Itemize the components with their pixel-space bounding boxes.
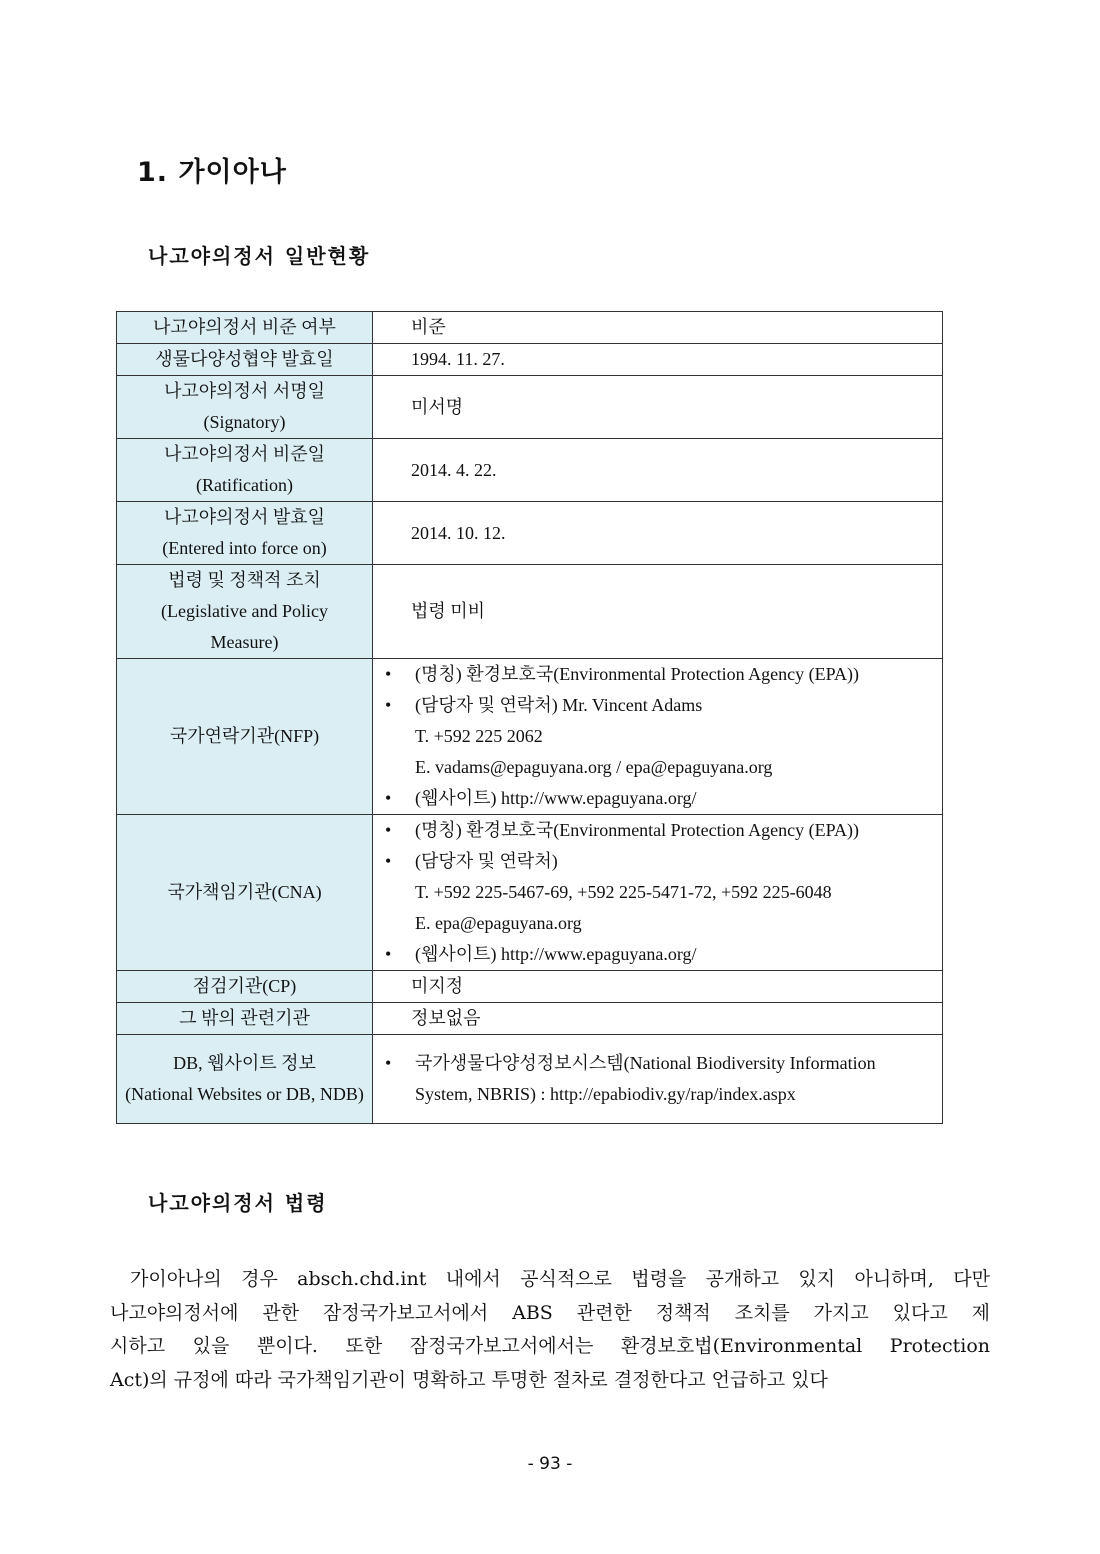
list-item: • (웹사이트) http://www.epaguyana.org/ bbox=[385, 939, 942, 970]
row-value: 비준 bbox=[373, 312, 943, 344]
table-row bbox=[117, 565, 943, 659]
row-label bbox=[117, 1035, 373, 1124]
row-label: 그 밖의 관련기관 bbox=[117, 1003, 373, 1035]
label-line: DB, 웹사이트 정보 bbox=[173, 1053, 316, 1073]
row-label bbox=[117, 502, 373, 565]
body-paragraph bbox=[110, 1263, 990, 1397]
status-table bbox=[116, 311, 943, 1124]
paragraph-line: Act)의 규정에 따라 국가책임기관이 명확하고 투명한 절차로 결정한다고 언급하고 있다 bbox=[110, 1368, 828, 1391]
row-value bbox=[373, 815, 943, 971]
table-row bbox=[117, 344, 943, 376]
label-line: 나고야의정서 발효일 bbox=[164, 507, 325, 527]
list-item: T. +592 225 2062 bbox=[415, 726, 543, 746]
row-label: 국가책임기관(CNA) bbox=[117, 815, 373, 971]
row-value: 미지정 bbox=[373, 971, 943, 1003]
row-value: 2014. 10. 12. bbox=[373, 502, 943, 565]
label-line: 나고야의정서 비준일 bbox=[164, 444, 325, 464]
label-line: (Signatory) bbox=[203, 412, 286, 432]
table-row bbox=[117, 502, 943, 565]
subheading-general-status: 나고야의정서 일반현황 bbox=[148, 244, 371, 268]
paragraph-line: 나고야의정서에 관한 잠정국가보고서에서 ABS 관련한 정책적 조치를 가지고 있다고 제 bbox=[110, 1301, 990, 1324]
label-line: 법령 및 정책적 조치 bbox=[168, 570, 321, 590]
label-line: 나고야의정서 서명일 bbox=[164, 381, 325, 401]
list-item: T. +592 225-5467-69, +592 225-5471-72, +592 225-6048 bbox=[415, 882, 832, 902]
label-line: Measure) bbox=[210, 632, 279, 652]
row-label: 국가연락기관(NFP) bbox=[117, 659, 373, 815]
row-value bbox=[373, 1035, 943, 1124]
paragraph-line: 시하고 있을 뿐이다. 또한 잠정국가보고서에서는 환경보호법(Environmental Protection bbox=[110, 1335, 990, 1357]
row-value: 1994. 11. 27. bbox=[373, 344, 943, 376]
list-item: System, NBRIS) : http://epabiodiv.gy/rap/index.aspx bbox=[415, 1084, 796, 1104]
list-item: • (담당자 및 연락처) bbox=[385, 846, 942, 877]
row-value: 법령 미비 bbox=[373, 565, 943, 659]
list-item: • 국가생물다양성정보시스템(National Biodiversity Information bbox=[385, 1048, 942, 1079]
row-label bbox=[117, 439, 373, 502]
nfp-list bbox=[411, 659, 942, 814]
table-row bbox=[117, 376, 943, 439]
cna-list bbox=[411, 815, 942, 970]
list-item: • (명칭) 환경보호국(Environmental Protection Agency (EPA)) bbox=[385, 659, 942, 690]
table-row bbox=[117, 1003, 943, 1035]
list-item: • (명칭) 환경보호국(Environmental Protection Agency (EPA)) bbox=[385, 815, 942, 846]
table-row bbox=[117, 439, 943, 502]
table-row bbox=[117, 659, 943, 815]
section-title: 1. 가이아나 bbox=[137, 157, 287, 188]
row-label: 점검기관(CP) bbox=[117, 971, 373, 1003]
row-label bbox=[117, 565, 373, 659]
table-row bbox=[117, 312, 943, 344]
list-item: E. vadams@epaguyana.org / epa@epaguyana.org bbox=[415, 757, 773, 777]
row-label: 생물다양성협약 발효일 bbox=[117, 344, 373, 376]
paragraph-line: 가이아나의 경우 absch.chd.int 내에서 공식적으로 법령을 공개하고 있지 아니하며, 다만 bbox=[130, 1268, 990, 1290]
row-value: 2014. 4. 22. bbox=[373, 439, 943, 502]
db-list bbox=[411, 1048, 942, 1110]
table-row bbox=[117, 815, 943, 971]
row-label bbox=[117, 376, 373, 439]
label-line: (National Websites or DB, NDB) bbox=[125, 1084, 364, 1104]
label-line: (Entered into force on) bbox=[162, 538, 327, 558]
row-value: 미서명 bbox=[373, 376, 943, 439]
row-label: 나고야의정서 비준 여부 bbox=[117, 312, 373, 344]
list-item: • (웹사이트) http://www.epaguyana.org/ bbox=[385, 783, 942, 814]
label-line: (Ratification) bbox=[196, 475, 293, 495]
table-row bbox=[117, 1035, 943, 1124]
table-row bbox=[117, 971, 943, 1003]
list-item: E. epa@epaguyana.org bbox=[415, 913, 582, 933]
label-line: (Legislative and Policy bbox=[161, 601, 328, 621]
subheading-legislation: 나고야의정서 법령 bbox=[148, 1191, 328, 1215]
page-number: - 93 - bbox=[527, 1454, 573, 1474]
list-item: • (담당자 및 연락처) Mr. Vincent Adams bbox=[385, 690, 942, 721]
row-value: 정보없음 bbox=[373, 1003, 943, 1035]
row-value bbox=[373, 659, 943, 815]
